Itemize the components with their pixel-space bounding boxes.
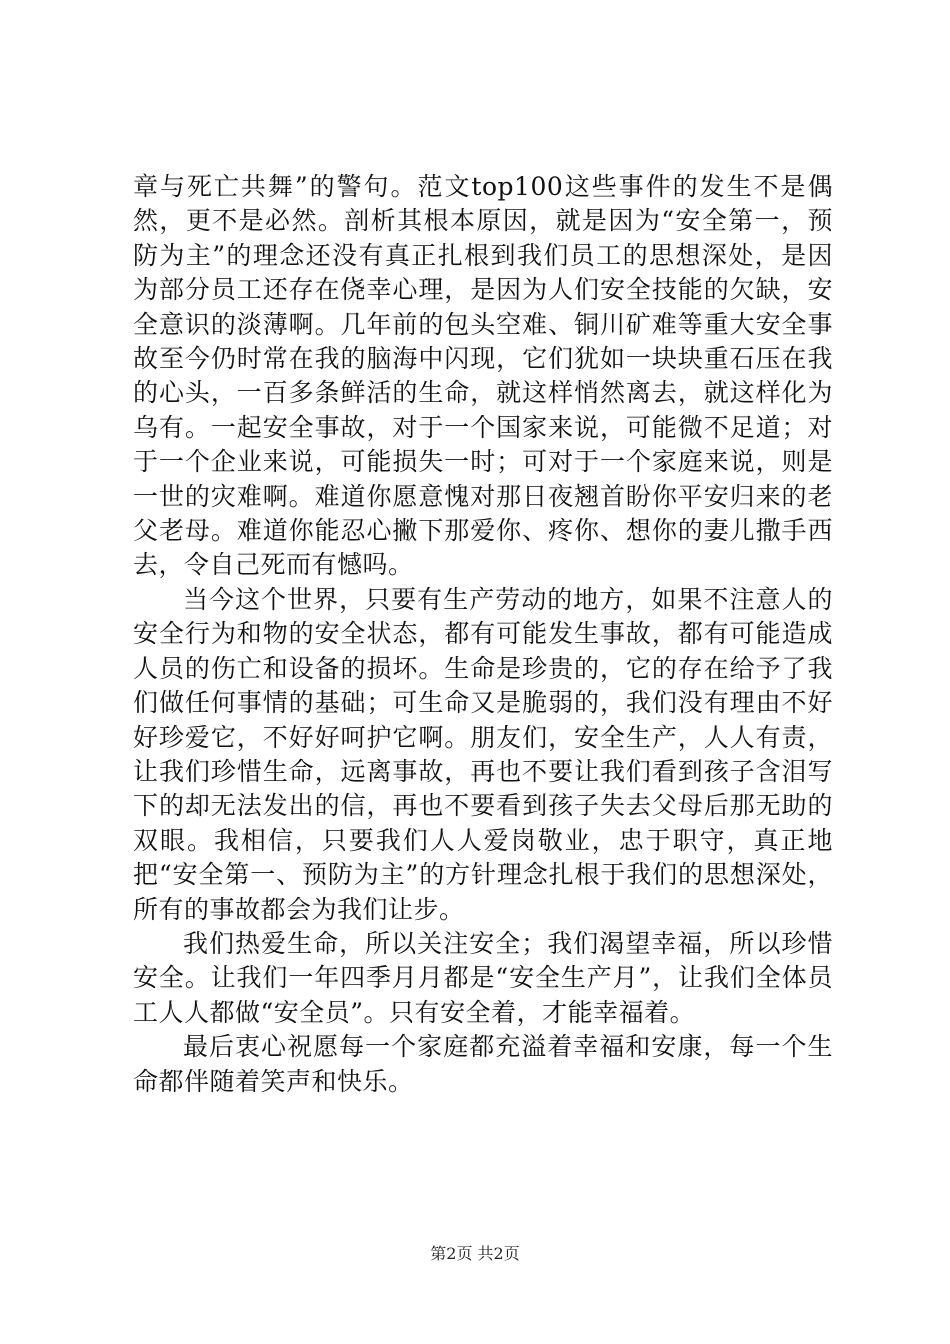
page-footer: 第2页 共2页	[430, 1244, 520, 1263]
document-body	[133, 170, 833, 1099]
paragraph-3: 我们热爱生命，所以关注安全；我们渴望幸福，所以珍惜安全。让我们一年四季月月都是“安全生产月”，让我们全体员工人人都做“安全员”。只有安全着，才能幸福着。	[133, 928, 833, 1027]
paragraph-2: 当今这个世界，只要有生产劳动的地方，如果不注意人的安全行为和物的安全状态，都有可能发生事故，都有可能造成人员的伤亡和设备的损坏。生命是珍贵的，它的存在给予了我们做任何事情的基础；可生命又是脆弱的，我们没有理由不好好珍爱它，不好好呵护它啊。朋友们，安全生产，人人有责，让我们珍惜生命，远离事故，再也不要让我们看到孩子含泪写下的却无法发出的信，再也不要看到孩子失去父母后那无助的双眼。我相信，只要我们人人爱岗敬业，忠于职守，真正地把“安全第一、预防为主”的方针理念扎根于我们的思想深处，所有的事故都会为我们让步。	[133, 584, 833, 924]
paragraph-4: 最后衷心祝愿每一个家庭都充溢着幸福和安康，每一个生命都伴随着笑声和快乐。	[133, 1032, 833, 1096]
paragraph-1: 章与死亡共舞”的警句。范文top100这些事件的发生不是偶然，更不是必然。剖析其根本原因，就是因为“安全第一，预防为主”的理念还没有真正扎根到我们员工的思想深处，是因为部分员工还存在侥幸心理，是因为人们安全技能的欠缺，安全意识的淡薄啊。几年前的包头空难、铜川矿难等重大安全事故至今仍时常在我的脑海中闪现，它们犹如一块块重石压在我的心头，一百多条鲜活的生命，就这样悄然离去，就这样化为乌有。一起安全事故，对于一个国家来说，可能微不足道；对于一个企业来说，可能损失一时；可对于一个家庭来说，则是一世的灾难啊。难道你愿意愧对那日夜翘首盼你平安归来的老父老母。难道你能忍心撇下那爱你、疼你、想你的妻儿撒手西去，令自己死而有憾吗。	[133, 172, 833, 580]
